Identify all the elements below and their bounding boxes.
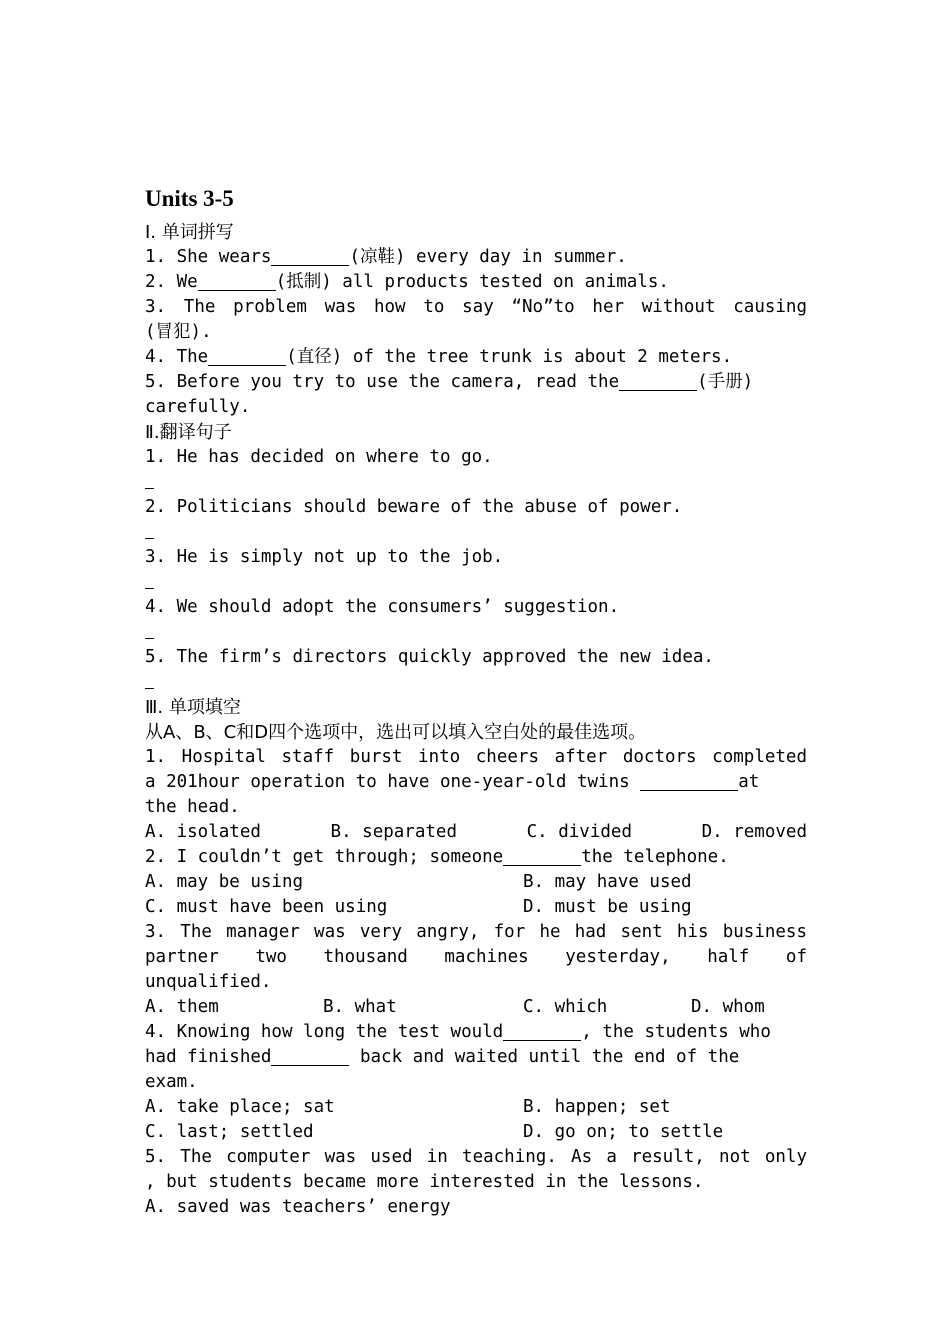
question-3-line-1: 3. The manager was very angry, for he had sent his business [145,922,807,942]
option-c: C. must have been using [145,897,388,917]
translation-item-5: 5. The firm’s directors quickly approved the new idea. [145,647,714,667]
answer-line [145,520,807,545]
question-3-line-3: unqualified. [145,972,272,992]
spelling-item-5: 5. Before you try to use the camera, read the (手册) [145,372,754,392]
answer-blank [503,1022,581,1041]
question-1-options [145,820,807,845]
question-5-option-a: A. saved was teachers’ energy [145,1197,451,1217]
option-c: C. divided [526,822,632,842]
question-4-options [145,1095,807,1145]
answer-line [145,670,807,695]
option-d: D. removed [701,822,807,842]
spelling-item-3: 3. The problem was how to say “No”to her without causing [145,297,807,317]
section-3-heading: Ⅲ. 单项填空 [145,697,241,718]
option-d: D. whom [691,997,765,1017]
section-1-heading: Ⅰ. 单词拼写 [145,222,234,243]
option-d: D. must be using [523,897,692,917]
answer-blank [619,372,697,391]
section-3-instruction: 从A、B、C和D四个选项中，选出可以填入空白处的最佳选项。 [145,722,647,743]
document-page [145,184,807,1220]
option-d: D. go on; to settle [523,1122,724,1142]
option-b: B. happen; set [523,1097,671,1117]
option-b: B. may have used [523,872,692,892]
option-c: C. which [523,997,608,1017]
answer-line [145,620,807,645]
option-b: B. separated [330,822,457,842]
spelling-item-4: 4. The (直径) of the tree trunk is about 2 meters. [145,347,733,367]
spelling-item-5-cont: carefully. [145,397,251,417]
answer-blank [208,347,286,366]
question-1-line-3: the head. [145,797,240,817]
translation-item-1: 1. He has decided on where to go. [145,447,493,467]
option-c: C. last; settled [145,1122,314,1142]
section-2-heading: Ⅱ.翻译句子 [145,422,232,443]
answer-blank [271,247,349,266]
option-a: A. them [145,997,219,1017]
question-2-options [145,870,807,920]
spelling-item-1: 1. She wears (凉鞋) every day in summer. [145,247,627,267]
answer-line [145,470,807,495]
option-a: A. isolated [145,822,261,842]
question-3-line-2: partner two thousand machines yesterday, half of [145,947,807,967]
question-5-line-1: 5. The computer was used in teaching. As a result, not only [145,1147,807,1167]
option-a: A. may be using [145,872,304,892]
question-3-options [145,995,807,1020]
answer-blank [271,1047,349,1066]
answer-line [145,570,807,595]
question-5-line-2: , but students became more interested in the lessons. [145,1172,704,1192]
option-a: A. take place; sat [145,1097,335,1117]
answer-blank [640,772,738,791]
translation-item-4: 4. We should adopt the consumers’ suggestion. [145,597,620,617]
answer-blank [198,272,276,291]
spelling-item-3-cont: (冒犯). [145,322,212,342]
question-1-line-2: a 201hour operation to have one-year-old twins at [145,772,760,792]
question-1-line-1: 1. Hospital staff burst into cheers after doctors completed [145,747,807,767]
translation-item-2: 2. Politicians should beware of the abuse of power. [145,497,683,517]
option-b: B. what [323,997,397,1017]
question-4-line-1: 4. Knowing how long the test would , the students who [145,1022,771,1042]
answer-blank [503,847,581,866]
question-2: 2. I couldn’t get through; someone the telephone. [145,847,729,867]
question-4-line-3: exam. [145,1072,198,1092]
question-4-line-2: had finished back and waited until the end of the [145,1047,740,1067]
document-title: Units 3-5 [145,186,234,211]
spelling-item-2: 2. We (抵制) all products tested on animals. [145,272,669,292]
translation-item-3: 3. He is simply not up to the job. [145,547,504,567]
